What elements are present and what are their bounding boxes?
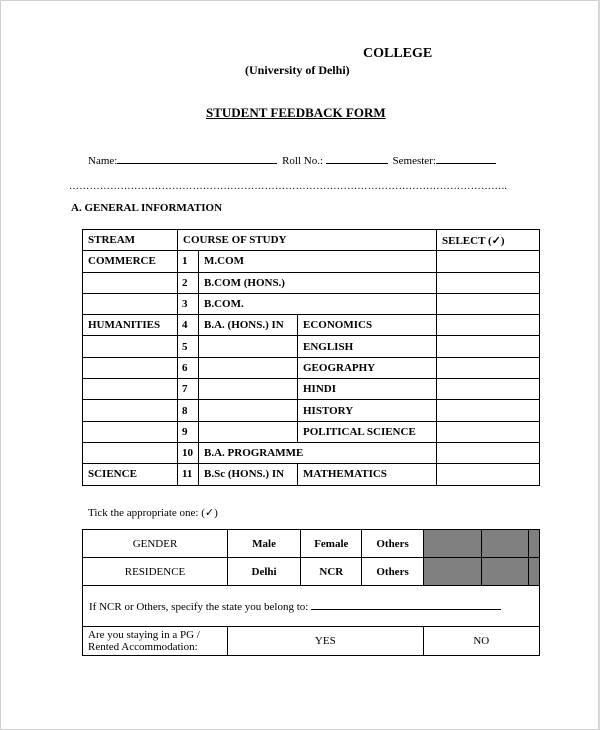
choice-table xyxy=(82,529,540,656)
course-number-cell: 7 xyxy=(178,379,199,400)
gender-others-option[interactable]: Others xyxy=(362,530,423,558)
section-a-title: A. GENERAL INFORMATION xyxy=(71,202,223,214)
course-number-cell: 11 xyxy=(178,464,199,485)
stream-cell xyxy=(83,336,178,357)
select-cell[interactable] xyxy=(437,400,540,421)
residence-tick-cell xyxy=(423,558,481,586)
select-cell[interactable] xyxy=(437,442,540,463)
name-field[interactable] xyxy=(117,153,277,164)
info-line xyxy=(88,153,496,167)
select-cell[interactable] xyxy=(437,357,540,378)
select-cell[interactable] xyxy=(437,336,540,357)
course-name-cell: B.COM. xyxy=(199,293,437,314)
semester-field[interactable] xyxy=(436,153,496,164)
select-cell[interactable] xyxy=(437,315,540,336)
table-row xyxy=(83,357,540,378)
subject-cell: ECONOMICS xyxy=(298,315,437,336)
accommodation-yes-option[interactable]: YES xyxy=(228,627,424,656)
stream-header: STREAM xyxy=(83,230,178,251)
roll-label: Roll No.: xyxy=(282,155,324,167)
accommodation-question-line1: Are you staying in a PG / xyxy=(88,629,200,641)
course-number-cell: 6 xyxy=(178,357,199,378)
course-number-cell: 10 xyxy=(178,442,199,463)
table-row xyxy=(83,336,540,357)
document-page xyxy=(1,1,598,729)
tick-instruction xyxy=(88,506,218,519)
course-name-cell xyxy=(199,357,298,378)
gender-label: GENDER xyxy=(83,530,228,558)
stream-cell xyxy=(83,442,178,463)
roll-field[interactable] xyxy=(326,153,388,164)
college-heading: COLLEGE xyxy=(363,46,433,61)
table-row xyxy=(83,464,540,485)
stream-cell xyxy=(83,379,178,400)
course-name-cell: M.COM xyxy=(199,251,437,272)
table-row xyxy=(83,442,540,463)
university-subheading: (University of Delhi) xyxy=(245,63,350,77)
course-name-cell xyxy=(199,421,298,442)
form-title: STUDENT FEEDBACK FORM xyxy=(206,105,386,120)
stream-cell: COMMERCE xyxy=(83,251,178,272)
accommodation-no-option[interactable]: NO xyxy=(423,627,539,656)
gender-male-option[interactable]: Male xyxy=(228,530,301,558)
table-row xyxy=(83,379,540,400)
subject-cell: GEOGRAPHY xyxy=(298,357,437,378)
course-number-cell: 4 xyxy=(178,315,199,336)
gender-row xyxy=(83,530,540,558)
accommodation-question xyxy=(83,627,228,656)
table-header-row xyxy=(83,230,540,251)
table-row xyxy=(83,293,540,314)
subject-cell: HISTORY xyxy=(298,400,437,421)
residence-delhi-option[interactable]: Delhi xyxy=(228,558,301,586)
dotted-separator: ……………………………………………………………………………………………………………….. xyxy=(69,181,508,192)
name-label: Name: xyxy=(88,155,118,167)
table-row xyxy=(83,272,540,293)
course-number-cell: 5 xyxy=(178,336,199,357)
select-cell[interactable] xyxy=(437,251,540,272)
subject-cell: MATHEMATICS xyxy=(298,464,437,485)
state-row xyxy=(83,586,540,627)
course-name-cell: B.COM (HONS.) xyxy=(199,272,437,293)
state-label: If NCR or Others, specify the state you belong to: xyxy=(89,601,309,613)
table-row xyxy=(83,315,540,336)
select-header: SELECT (✓) xyxy=(437,230,540,251)
course-name-cell xyxy=(199,336,298,357)
table-row xyxy=(83,421,540,442)
course-name-cell xyxy=(199,400,298,421)
table-row xyxy=(83,400,540,421)
select-cell[interactable] xyxy=(437,379,540,400)
residence-label: RESIDENCE xyxy=(83,558,228,586)
residence-ncr-option[interactable]: NCR xyxy=(301,558,362,586)
course-number-cell: 3 xyxy=(178,293,199,314)
select-cell[interactable] xyxy=(437,272,540,293)
gender-tick-cell xyxy=(481,530,528,558)
stream-cell xyxy=(83,293,178,314)
residence-tick-cell xyxy=(529,558,540,586)
select-cell[interactable] xyxy=(437,464,540,485)
table-row xyxy=(83,251,540,272)
state-cell xyxy=(83,586,540,627)
residence-tick-cell xyxy=(481,558,528,586)
stream-cell: HUMANITIES xyxy=(83,315,178,336)
select-cell[interactable] xyxy=(437,293,540,314)
subject-cell: HINDI xyxy=(298,379,437,400)
gender-female-option[interactable]: Female xyxy=(301,530,362,558)
tick-instruction-text: Tick the appropriate one: (✓) xyxy=(88,507,218,519)
stream-cell xyxy=(83,400,178,421)
course-table xyxy=(82,229,540,486)
residence-row xyxy=(83,558,540,586)
course-header: COURSE OF STUDY xyxy=(178,230,437,251)
course-number-cell: 9 xyxy=(178,421,199,442)
stream-cell xyxy=(83,421,178,442)
course-name-cell: B.A. PROGRAMME xyxy=(199,442,437,463)
course-name-cell: B.Sc (HONS.) IN xyxy=(199,464,298,485)
stream-cell xyxy=(83,357,178,378)
accommodation-question-line2: Rented Accommodation: xyxy=(88,641,198,653)
course-number-cell: 8 xyxy=(178,400,199,421)
select-cell[interactable] xyxy=(437,421,540,442)
residence-others-option[interactable]: Others xyxy=(362,558,423,586)
subject-cell: POLITICAL SCIENCE xyxy=(298,421,437,442)
gender-tick-cell xyxy=(423,530,481,558)
semester-label: Semester: xyxy=(392,155,436,167)
stream-cell: SCIENCE xyxy=(83,464,178,485)
course-number-cell: 1 xyxy=(178,251,199,272)
course-name-cell xyxy=(199,379,298,400)
course-name-cell: B.A. (HONS.) IN xyxy=(199,315,298,336)
course-number-cell: 2 xyxy=(178,272,199,293)
stream-cell xyxy=(83,272,178,293)
gender-tick-cell xyxy=(529,530,540,558)
subject-cell: ENGLISH xyxy=(298,336,437,357)
accommodation-row xyxy=(83,627,540,656)
state-field[interactable] xyxy=(311,599,501,610)
